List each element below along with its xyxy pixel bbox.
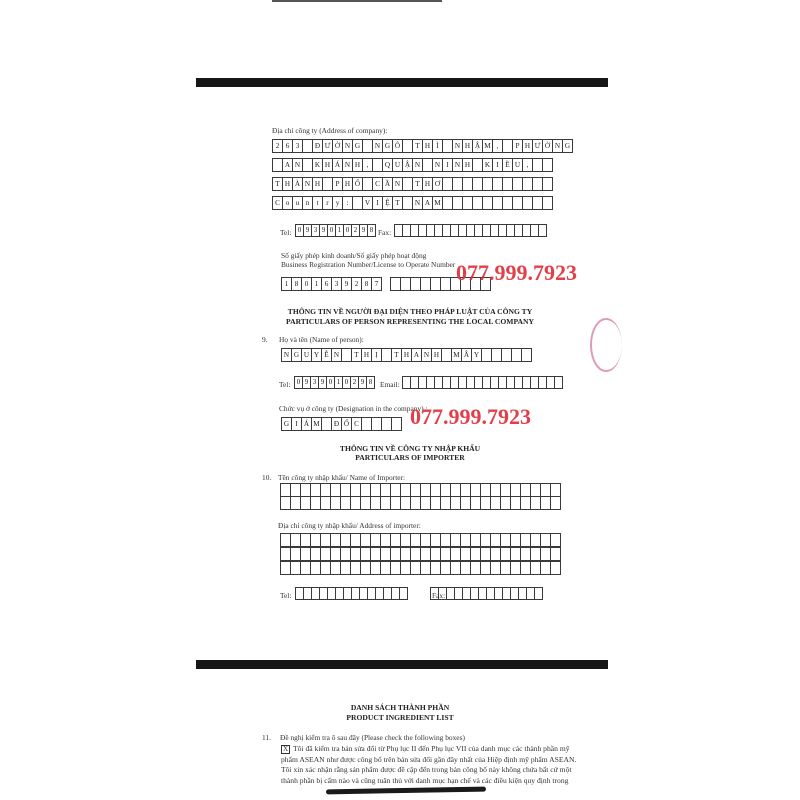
grid-cell: 0 (327, 224, 336, 237)
person-email-label: Email: (380, 380, 400, 389)
phone-watermark-2: 077.999.7923 (410, 404, 531, 429)
grid-cell: 9 (358, 376, 367, 389)
grid-cell: : (342, 196, 353, 210)
grid-cell: Â (461, 348, 472, 362)
grid-cell: Á (301, 417, 312, 431)
grid-cell: Ầ (382, 177, 393, 191)
grid-cell: I (372, 196, 383, 210)
importer-name-label: Tên công ty nhập khẩu/ Name of Importer: (278, 473, 406, 482)
grid-cell: C (372, 177, 383, 191)
grid-cell: Ờ (332, 139, 343, 153)
grid-cell: , (492, 139, 503, 153)
grid-cell: 7 (371, 277, 382, 291)
grid-cell: 1 (281, 277, 292, 291)
importer-fax-grid (430, 587, 543, 600)
grid-cell: G (281, 417, 292, 431)
grid-cell: N (342, 139, 353, 153)
person-designation-grid (281, 417, 402, 431)
grid-cell: 8 (366, 376, 375, 389)
grid-cell: H (422, 139, 433, 153)
address-row-3 (272, 177, 553, 191)
importer-header-en: PARTICULARS OF IMPORTER (355, 453, 465, 462)
grid-cell (550, 561, 561, 575)
grid-cell: 9 (359, 224, 368, 237)
grid-cell: H (312, 177, 323, 191)
grid-cell: 0 (326, 376, 335, 389)
grid-cell: Ơ (432, 177, 443, 191)
grid-cell: V (362, 196, 373, 210)
importer-tel-grid (295, 587, 408, 600)
grid-cell (550, 547, 561, 561)
grid-cell: T (272, 177, 283, 191)
grid-cell: N (302, 177, 313, 191)
phone-watermark-1: 077.999.7923 (456, 260, 577, 285)
importer-address-row-3 (280, 561, 561, 575)
grid-cell (550, 483, 561, 497)
importer-fax-label: Fax: (432, 591, 446, 600)
grid-cell: N (331, 348, 342, 362)
business-registration-grid (281, 277, 382, 291)
importer-number: 10. (262, 473, 272, 482)
grid-cell: 1 (335, 224, 344, 237)
grid-cell: o (282, 196, 293, 210)
grid-cell: Q (382, 158, 393, 172)
grid-cell: N (412, 158, 423, 172)
grid-cell: P (332, 177, 343, 191)
grid-cell: M (482, 139, 493, 153)
grid-cell: T (412, 139, 423, 153)
grid-cell: 9 (303, 224, 312, 237)
importer-header-vn: THÔNG TIN VỀ CÔNG TY NHẬP KHẨU (339, 444, 481, 453)
grid-cell: 3 (310, 376, 319, 389)
grid-cell: K (312, 158, 323, 172)
grid-cell: A (422, 196, 433, 210)
ingredient-title-vn: DANH SÁCH THÀNH PHẦN (350, 703, 450, 712)
grid-cell: Y (471, 348, 482, 362)
grid-cell: H (352, 158, 363, 172)
grid-cell (534, 587, 543, 600)
grid-cell: P (512, 139, 523, 153)
importer-address-row-2 (280, 547, 561, 561)
grid-cell: Ậ (472, 139, 483, 153)
page-separator-top (196, 78, 608, 87)
grid-cell (542, 158, 553, 172)
grid-cell: , (522, 158, 533, 172)
grid-cell (521, 348, 532, 362)
ingredient-paragraph: Tôi đã kiểm tra bản sửa đổi từ Phụ lục II đến Phụ lục VII của danh mục các thành phần mỹ phẩm ASEAN như được công bố trên bản sửa đổi gần đây nhất của Hiệp định mỹ phẩm ASEAN. Tôi xin xác nhận rằng sản phẩm được đề cập đến trong bản công bố này không chứa bất cứ một thành phần bị cấm nào và cũng tuân thủ với danh mục hạn chế và các điều kiện quy định trong (281, 744, 577, 785)
grid-cell: U (392, 158, 403, 172)
person-designation-label: Chức vụ ở công ty (Designation in the company) : (279, 404, 428, 413)
grid-cell: N (281, 348, 292, 362)
grid-cell: 9 (318, 376, 327, 389)
person-email-grid (402, 376, 563, 389)
grid-cell: 8 (361, 277, 372, 291)
grid-cell: U (301, 348, 312, 362)
grid-cell: U (512, 158, 523, 172)
grid-cell: Ệ (382, 196, 393, 210)
grid-cell: Đ (312, 139, 323, 153)
grid-cell: 0 (342, 376, 351, 389)
grid-cell: I (442, 158, 453, 172)
grid-cell: K (482, 158, 493, 172)
representative-header-en: PARTICULARS OF PERSON REPRESENTING THE LOCAL COMPANY (286, 317, 534, 326)
ingredient-checkbox[interactable]: X (282, 744, 289, 753)
grid-cell: 6 (282, 139, 293, 153)
grid-cell: 3 (331, 277, 342, 291)
grid-cell (542, 177, 553, 191)
grid-cell: H (462, 139, 473, 153)
grid-cell: I (291, 417, 302, 431)
grid-cell: Đ (331, 417, 342, 431)
grid-cell: C (351, 417, 362, 431)
grid-cell: Á (332, 158, 343, 172)
grid-cell: M (432, 196, 443, 210)
grid-cell (550, 496, 561, 510)
person-tel-label: Tel: (279, 380, 291, 389)
grid-cell: 2 (351, 277, 362, 291)
grid-cell: H (282, 177, 293, 191)
grid-cell: y (332, 196, 343, 210)
grid-cell: 1 (334, 376, 343, 389)
grid-cell: 3 (292, 139, 303, 153)
grid-cell: 9 (319, 224, 328, 237)
grid-cell: N (421, 348, 432, 362)
importer-tel-label: Tel: (280, 591, 292, 600)
stamp-mark (590, 318, 622, 372)
grid-cell: 6 (321, 277, 332, 291)
grid-cell: 0 (294, 376, 303, 389)
company-address-label: Địa chỉ công ty (Address of company): (272, 126, 388, 135)
grid-cell: Ị (371, 348, 382, 362)
grid-cell: 2 (350, 376, 359, 389)
grid-cell: N (452, 139, 463, 153)
address-row-1 (272, 139, 573, 153)
grid-cell (391, 417, 402, 431)
grid-cell (550, 533, 561, 547)
importer-name-row-1 (280, 483, 561, 497)
company-fax-label: Fax: (378, 228, 392, 237)
top-page-fragment (196, 0, 608, 78)
address-row-4 (272, 196, 553, 210)
grid-cell (542, 196, 553, 210)
grid-cell: Ô (392, 139, 403, 153)
company-tel-label: Tel: (280, 228, 292, 237)
ingredient-title-en: PRODUCT INGREDIENT LIST (346, 713, 454, 722)
grid-cell: 1 (311, 277, 322, 291)
grid-cell: Ư (322, 139, 333, 153)
ingredient-number: 11. (262, 733, 271, 742)
ingredient-check-label: Đề nghị kiểm tra ô sau đây (Please check the following boxes) (280, 733, 465, 742)
grid-cell: 0 (295, 224, 304, 237)
grid-cell: G (291, 348, 302, 362)
ingredient-statement (281, 744, 577, 786)
person-name-grid (281, 348, 532, 362)
address-row-2 (272, 158, 553, 172)
representative-header-vn: THÔNG TIN VỀ NGƯỜI ĐẠI DIỆN THEO PHÁP LUẬT CỦA CÔNG TY (287, 307, 533, 316)
grid-cell: N (342, 158, 353, 172)
importer-name-row-2 (280, 496, 561, 510)
grid-cell: T (392, 196, 403, 210)
grid-cell: M (451, 348, 462, 362)
grid-cell: H (522, 139, 533, 153)
grid-cell: n (302, 196, 313, 210)
grid-cell: Ờ (542, 139, 553, 153)
grid-cell: 0 (343, 224, 352, 237)
grid-cell: T (412, 177, 423, 191)
grid-cell: N (412, 196, 423, 210)
grid-cell: r (322, 196, 333, 210)
grid-cell: C (272, 196, 283, 210)
grid-cell: N (392, 177, 403, 191)
grid-cell: Ì (432, 139, 443, 153)
grid-cell: Ễ (321, 348, 332, 362)
person-number: 9. (262, 335, 268, 344)
grid-cell: A (411, 348, 422, 362)
grid-cell: H (462, 158, 473, 172)
grid-cell: H (431, 348, 442, 362)
grid-cell (399, 587, 408, 600)
grid-cell: 2 (272, 139, 283, 153)
grid-cell: t (312, 196, 323, 210)
grid-cell: 8 (367, 224, 376, 237)
grid-cell: T (351, 348, 362, 362)
grid-cell: Ề (502, 158, 513, 172)
grid-cell: 8 (291, 277, 302, 291)
grid-cell: H (342, 177, 353, 191)
grid-cell: I (492, 158, 503, 172)
importer-address-row-1 (280, 533, 561, 547)
company-tel-grid (295, 224, 376, 237)
business-registration-label-vn: Số giấy phép kinh doanh/Số giấy phép hoạt động (281, 251, 427, 260)
page-separator-bottom (196, 660, 608, 669)
person-tel-grid (294, 376, 375, 389)
grid-cell: 0 (301, 277, 312, 291)
grid-cell: G (382, 139, 393, 153)
grid-cell: A (282, 158, 293, 172)
company-fax-grid (394, 224, 547, 237)
grid-cell: N (452, 158, 463, 172)
grid-cell: G (562, 139, 573, 153)
grid-cell: H (322, 158, 333, 172)
grid-cell: H (361, 348, 372, 362)
grid-cell: , (362, 158, 373, 172)
grid-cell: Ố (352, 177, 363, 191)
grid-cell (538, 224, 547, 237)
grid-cell: Ư (532, 139, 543, 153)
grid-cell: T (391, 348, 402, 362)
grid-cell: Y (311, 348, 322, 362)
grid-cell: u (292, 196, 303, 210)
grid-cell (554, 376, 563, 389)
grid-cell: G (352, 139, 363, 153)
grid-cell: N (432, 158, 443, 172)
grid-cell: Ậ (402, 158, 413, 172)
grid-cell: N (552, 139, 563, 153)
grid-cell: 9 (302, 376, 311, 389)
business-registration-label-en: Business Registration Number/License to Operate Number (281, 260, 456, 269)
grid-cell: H (422, 177, 433, 191)
grid-cell: À (292, 177, 303, 191)
person-name-label: Họ và tên (Name of person): (279, 335, 364, 344)
grid-cell: M (311, 417, 322, 431)
grid-cell: H (401, 348, 412, 362)
grid-cell: 2 (351, 224, 360, 237)
grid-cell: N (292, 158, 303, 172)
top-page-line (272, 0, 442, 2)
grid-cell: N (372, 139, 383, 153)
grid-cell: 9 (341, 277, 352, 291)
importer-address-label: Địa chỉ công ty nhập khẩu/ Address of importer: (278, 521, 421, 530)
grid-cell: Ố (341, 417, 352, 431)
grid-cell: 3 (311, 224, 320, 237)
